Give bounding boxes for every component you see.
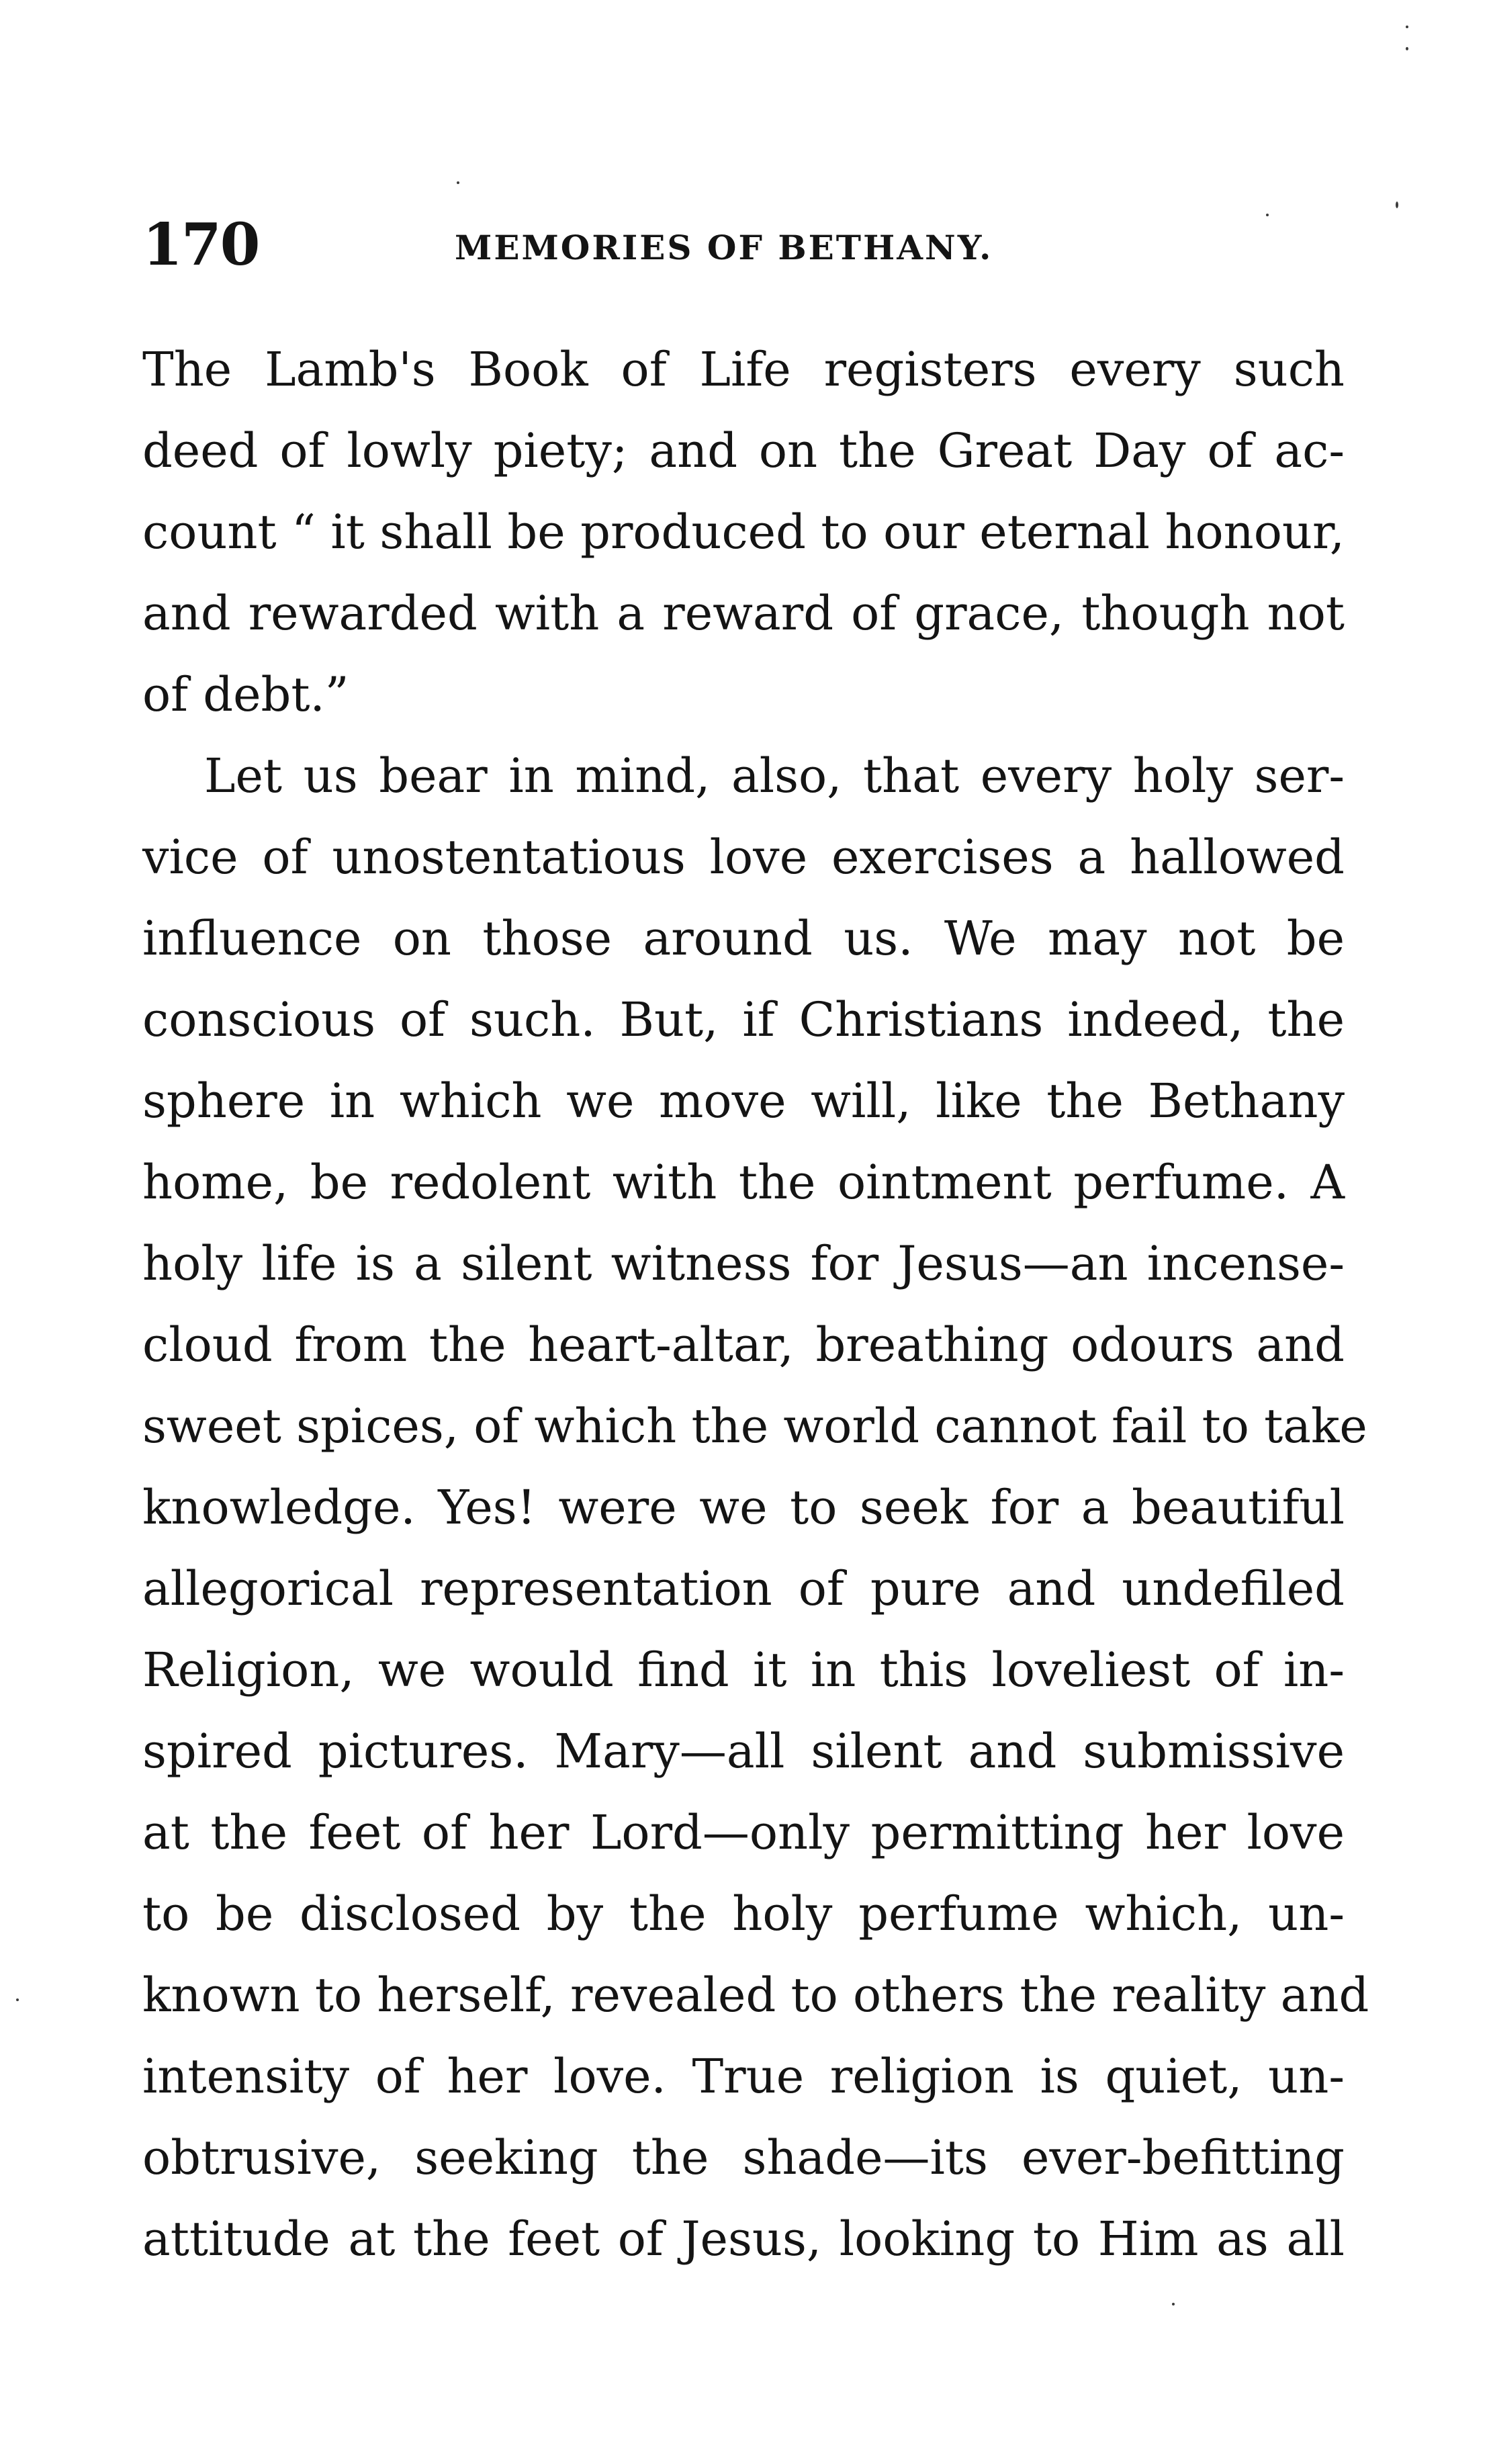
text-line: Let us bear in mind, also, that every holy ser- xyxy=(204,748,1345,803)
text-line: Religion, we would find it in this loveliest of in- xyxy=(142,1642,1345,1698)
print-speck xyxy=(457,181,459,184)
text-line: allegorical representation of pure and undefiled xyxy=(142,1561,1345,1616)
text-line: at the feet of her Lord—only permitting her love xyxy=(142,1805,1345,1860)
text-line: attitude at the feet of Jesus, looking to Him as all xyxy=(142,2211,1345,2267)
paragraph xyxy=(142,736,1369,2280)
print-speck xyxy=(1396,202,1398,208)
text-line: knowledge. Yes! were we to seek for a beautiful xyxy=(142,1480,1345,1535)
text-line: The Lamb's Book of Life registers every such xyxy=(142,342,1345,397)
text-line: deed of lowly piety; and on the Great Day of ac- xyxy=(142,423,1345,478)
text-line: conscious of such. But, if Christians indeed, the xyxy=(142,992,1345,1047)
text-line: home, be redolent with the ointment perfume. A xyxy=(142,1155,1345,1210)
print-speck xyxy=(1406,47,1408,50)
text-line: count “ it shall be produced to our eternal honour, xyxy=(142,504,1345,560)
print-speck xyxy=(1406,26,1408,28)
text-line: cloud from the heart-altar, breathing odours and xyxy=(142,1317,1345,1372)
text-line: of debt.” xyxy=(142,667,349,722)
paragraph xyxy=(142,329,1345,736)
text-line: intensity of her love. True religion is quiet, un- xyxy=(142,2049,1345,2104)
text-line: vice of unostentatious love exercises a hallowed xyxy=(142,830,1345,885)
text-line: spired pictures. Mary—all silent and submissive xyxy=(142,1724,1345,1779)
text-line: obtrusive, seeking the shade—its ever-befitting xyxy=(142,2130,1345,2185)
text-line: influence on those around us. We may not be xyxy=(142,911,1345,966)
page-number: 170 xyxy=(142,211,259,279)
text-line: sweet spices, of which the world cannot fail to take xyxy=(142,1399,1367,1454)
text-line: sphere in which we move will, like the Bethany xyxy=(142,1073,1345,1129)
running-title: MEMORIES OF BETHANY. xyxy=(455,228,993,267)
running-head xyxy=(142,212,1345,279)
text-line: to be disclosed by the holy perfume which, un- xyxy=(142,1886,1345,1941)
text-line: holy life is a silent witness for Jesus—an incense- xyxy=(142,1236,1345,1291)
body-text xyxy=(142,329,1369,2280)
text-line: known to herself, revealed to others the reality and xyxy=(142,1968,1369,2023)
print-speck xyxy=(1172,2303,1175,2305)
text-line: and rewarded with a reward of grace, though not xyxy=(142,586,1345,641)
print-speck xyxy=(16,1998,19,2001)
